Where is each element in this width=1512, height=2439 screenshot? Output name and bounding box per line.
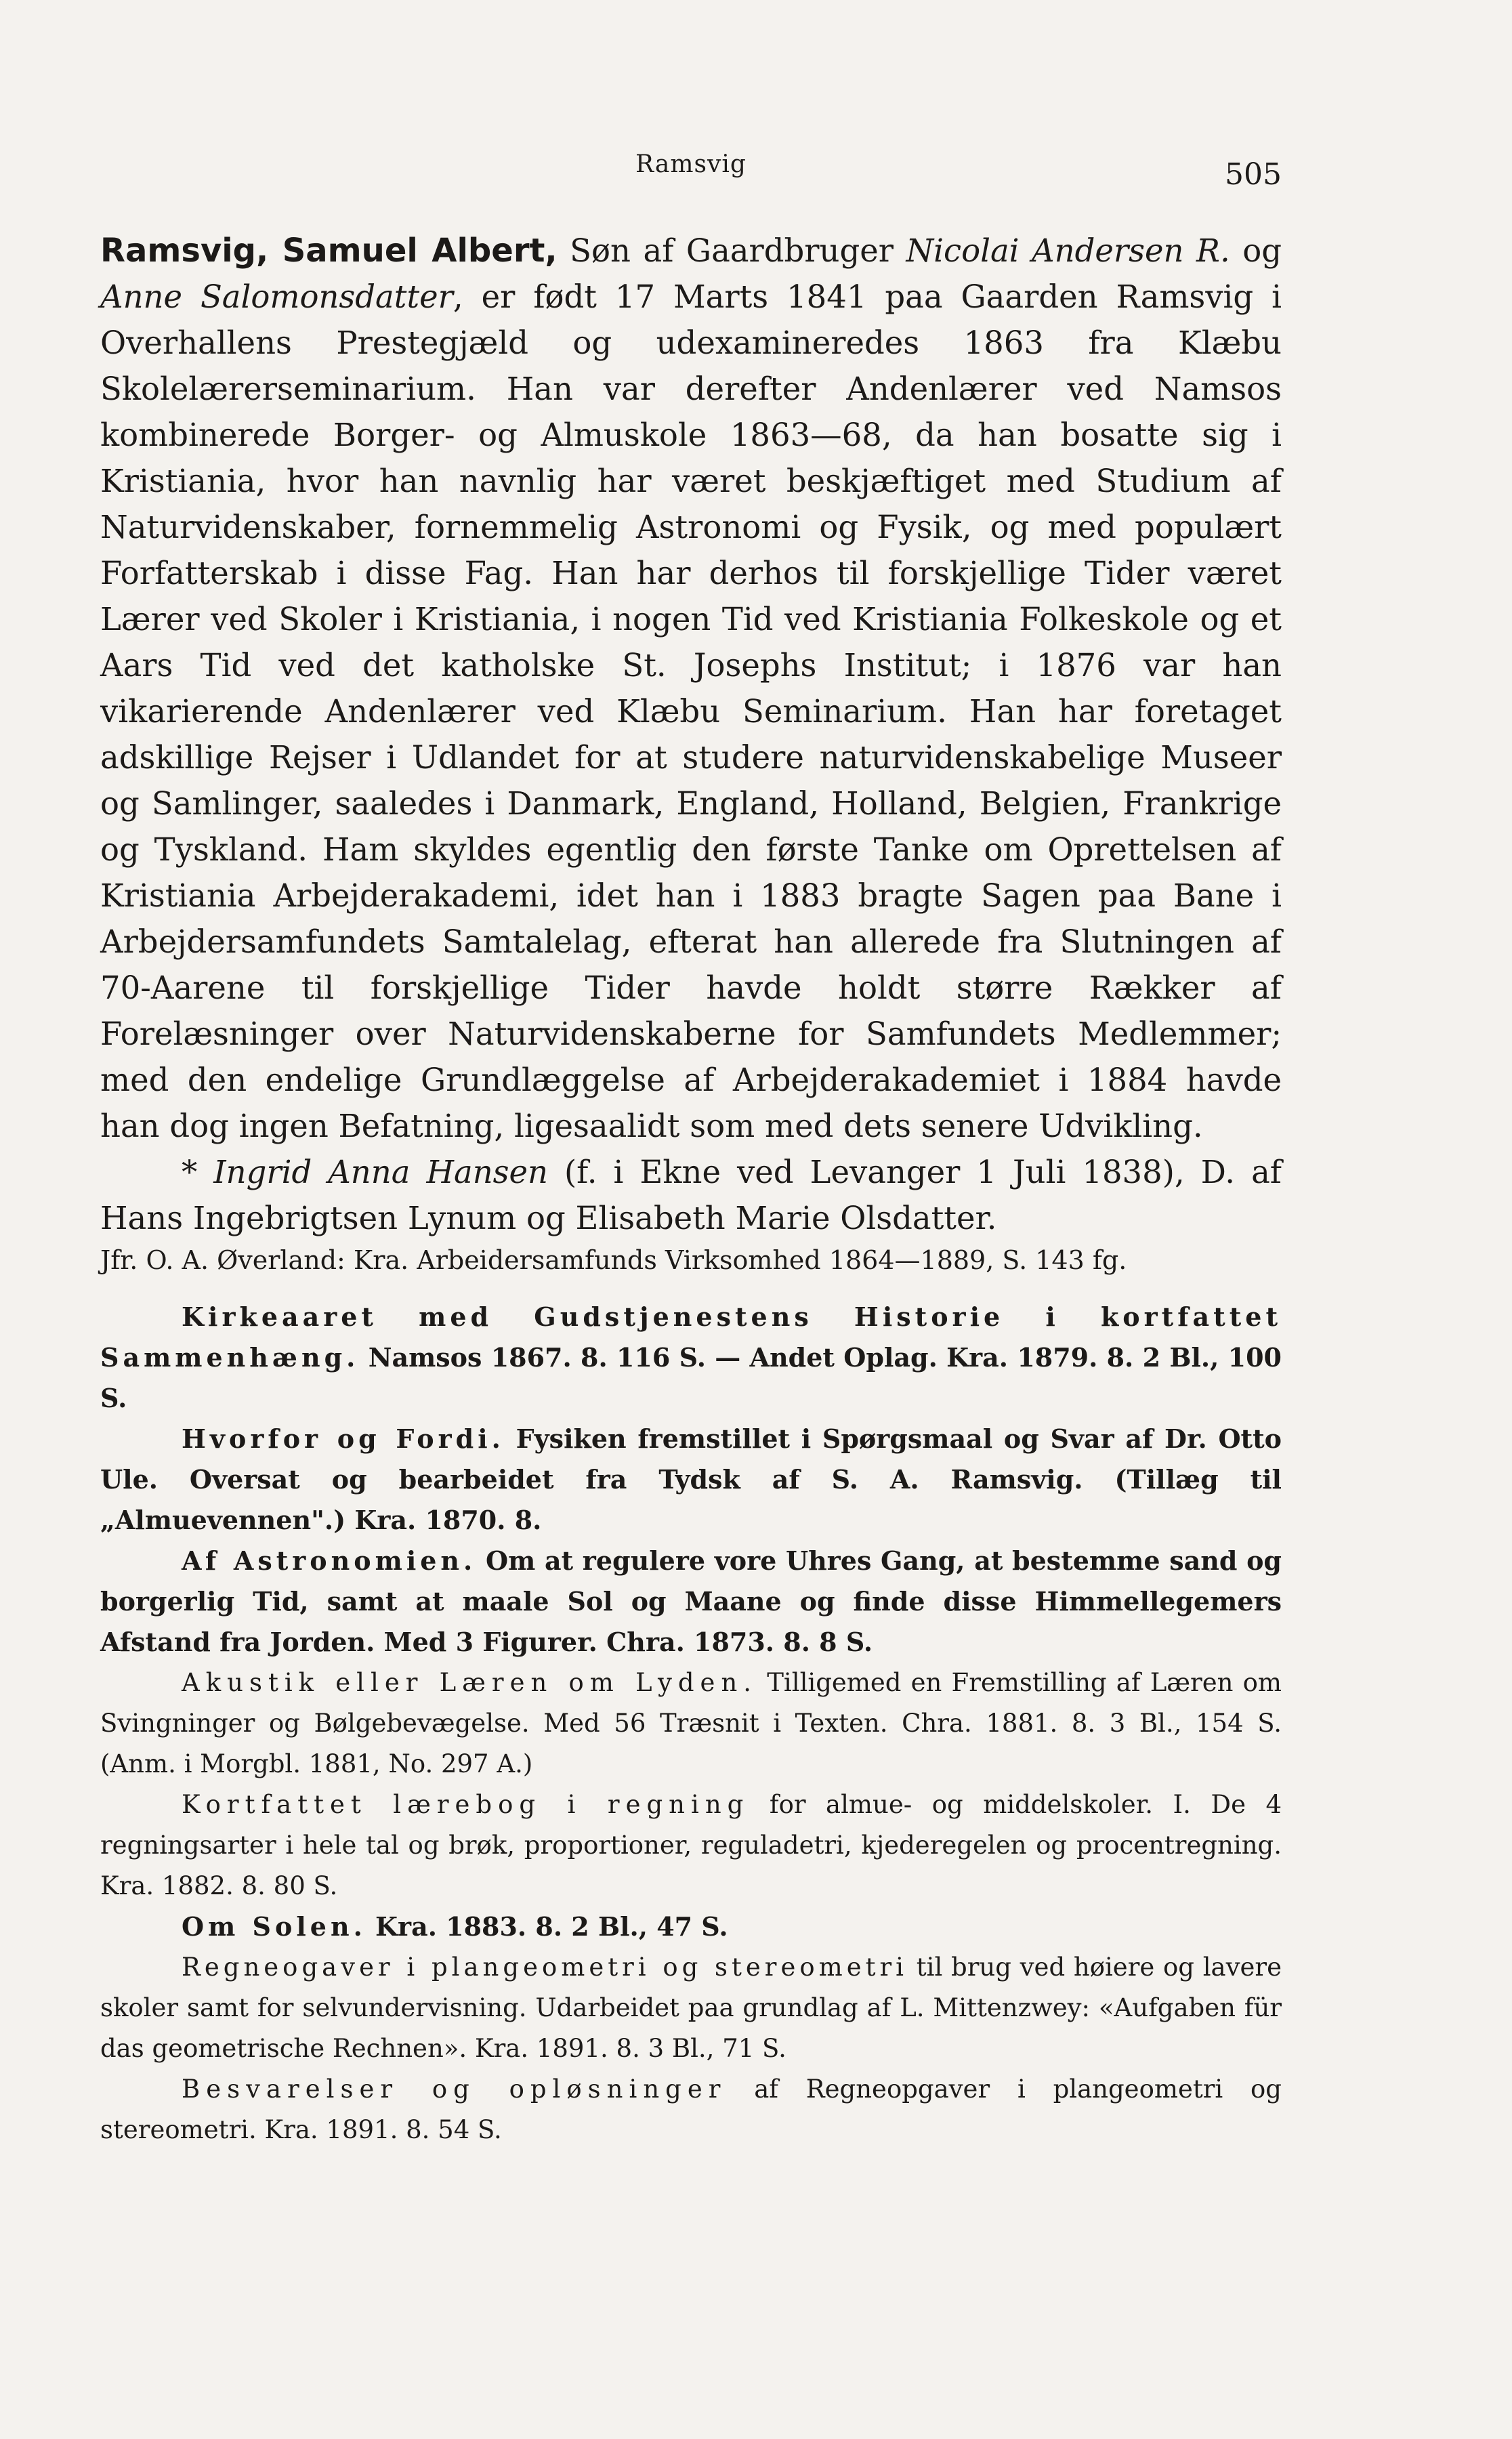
biblio-item xyxy=(100,2069,1282,2150)
biblio-details: for almue- og middelskoler. I. De 4 regningsarter i hele tal og brøk, proportioner, reguladetri, kjederegelen og procentregning. Kra. 1882. 8. 80 S. xyxy=(100,1790,1282,1900)
biblio-title: Regneogaver i plangeometri og stereometri xyxy=(182,1953,908,1982)
biblio-title: Kortfattet lærebog i regning xyxy=(182,1790,750,1819)
spouse-name: Ingrid Anna Hansen xyxy=(213,1154,548,1190)
running-title: Ramsvig xyxy=(635,150,747,178)
spouse-paragraph xyxy=(100,1149,1282,1241)
biblio-item xyxy=(100,1419,1282,1541)
running-head xyxy=(100,150,1282,191)
biblio-details: Namsos 1867. 8. 116 S. — Andet Oplag. Kra. 1879. 8. 2 Bl., 100 S. xyxy=(100,1342,1282,1413)
source-reference: Jfr. O. A. Øverland: Kra. Arbeidersamfunds Virksomhed 1864—1889, S. 143 fg. xyxy=(100,1245,1127,1275)
biblio-title: Akustik eller Læren om Lyden. xyxy=(182,1668,758,1697)
entry-og: og xyxy=(1230,232,1282,269)
entry-intro: Søn af Gaardbruger xyxy=(557,232,906,269)
biblio-details: til brug ved høiere og lavere skoler samt for selvundervisning. Udarbeidet paa grundlag af L. Mittenzwey: «Aufgaben für das geometrische Rechnen». Kra. 1891. 8. 3 Bl., 71 S. xyxy=(100,1953,1282,2063)
biblio-item xyxy=(100,1297,1282,1419)
bibliography xyxy=(100,1297,1282,2150)
biography-paragraph xyxy=(100,228,1282,1149)
biblio-details: af Regneopgaver i plangeometri og stereometri. Kra. 1891. 8. 54 S. xyxy=(100,2075,1282,2144)
biography-entry xyxy=(100,228,1282,2150)
biblio-item xyxy=(100,1785,1282,1906)
biblio-item xyxy=(100,1947,1282,2069)
biblio-title: Kirkeaaret med Gudstjenestens Historie i kortfattet Sammenhæng. xyxy=(100,1301,1282,1373)
biblio-item xyxy=(100,1906,1282,1947)
father-name: Nicolai Andersen R. xyxy=(906,232,1230,269)
biblio-details: Fysiken fremstillet i Spørgsmaal og Svar af Dr. Otto Ule. Oversat og bearbeidet fra Tydsk af S. A. Ramsvig. (Tillæg til „Almuevennen".) Kra. 1870. 8. xyxy=(100,1423,1282,1535)
entry-body: , er født 17 Marts 1841 paa Gaarden Ramsvig i Overhallens Prestegjæld og udexamineredes 1863 fra Klæbu Skolelærerseminarium. Han var derefter Andenlærer ved Namsos kombinerede Borger- og Almuskole 1863—68, da han bosatte sig i Kristiania, hvor han navnlig har været beskjæftiget med Studium af Naturvidenskaber, fornemmelig Astronomi og Fysik, og med populært Forfatterskab i disse Fag. Han har derhos til forskjellige Tider været Lærer ved Skoler i Kristiania, i nogen Tid ved Kristiania Folkeskole og et Aars Tid ved det katholske St. Josephs Institut; i 1876 var han vikarierende Andenlærer ved Klæbu Seminarium. Han har foretaget adskillige Rejser i Udlandet for at studere naturvidenskabelige Museer og Samlinger, saaledes i Danmark, England, Holland, Belgien, Frankrige og Tyskland. Ham skyldes egentlig den første Tanke om Oprettelsen af Kristiania Arbejderakademi, idet han i 1883 bragte Sagen paa Bane i Arbejdersamfundets Samtalelag, efterat han allerede fra Slutningen af 70-Aarene til forskjellige Tider havde holdt større Rækker af Forelæsninger over Naturvidenskaberne for Samfundets Medlemmer; med den endelige Grundlæggelse af Arbejderakademiet i 1884 havde han dog ingen Befatning, ligesaalidt som med dets senere Udvikling. xyxy=(100,278,1282,1144)
biblio-details: Kra. 1883. 8. 2 Bl., 47 S. xyxy=(366,1911,728,1942)
spouse-mark: * xyxy=(182,1154,214,1190)
entry-name: Ramsvig, Samuel Albert, xyxy=(100,232,558,270)
biblio-title: Besvarelser og opløsninger xyxy=(182,2075,727,2104)
biblio-details: Om at regulere vore Uhres Gang, at bestemme sand og borgerlig Tid, samt at maale Sol og Maane og finde disse Himmellegemers Afstand fra Jorden. Med 3 Figurer. Chra. 1873. 8. 8 S. xyxy=(100,1545,1282,1657)
biblio-details: Tilligemed en Fremstilling af Læren om Svingninger og Bølgebevægelse. Med 56 Træsnit i Texten. Chra. 1881. 8. 3 Bl., 154 S. (Anm. i Morgbl. 1881, No. 297 A.) xyxy=(100,1668,1282,1778)
biblio-item xyxy=(100,1541,1282,1663)
biblio-title: Hvorfor og Fordi. xyxy=(182,1423,505,1454)
biblio-title: Om Solen. xyxy=(182,1911,366,1942)
page-number: 505 xyxy=(1225,157,1282,192)
spouse-details: (f. i Ekne ved Levanger 1 Juli 1838), D. af Hans Ingebrigtsen Lynum og Elisabeth Marie Olsdatter. xyxy=(100,1154,1282,1236)
biblio-title: Af Astronomien. xyxy=(182,1545,477,1576)
biblio-item xyxy=(100,1663,1282,1785)
mother-name: Anne Salomonsdatter xyxy=(100,278,453,315)
